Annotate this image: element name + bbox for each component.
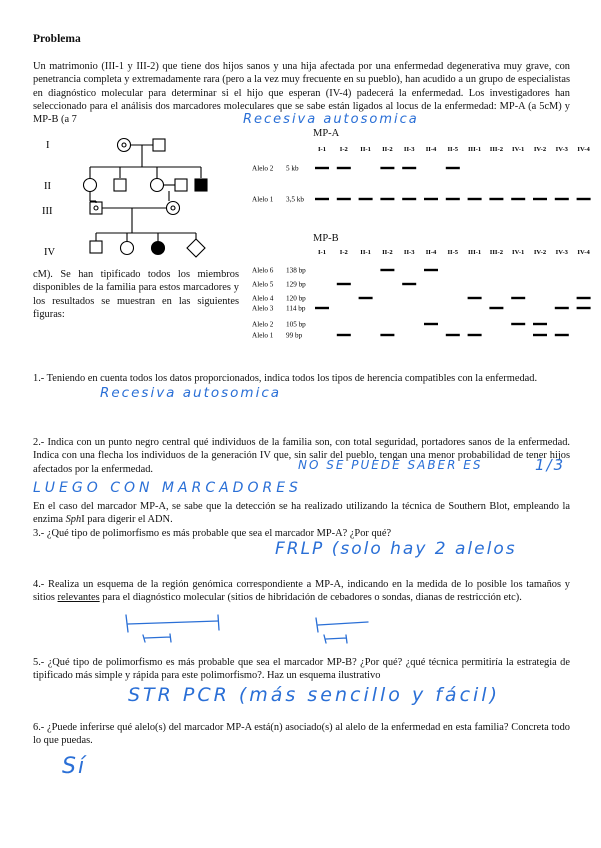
mpb-col-II-3: II-3 [403, 249, 415, 256]
mpb-col-I-2: I-2 [339, 249, 348, 256]
mpa-col-III-1: III-1 [467, 146, 482, 153]
mpa-title: MP-A [313, 128, 340, 139]
mpb-size-label: 114 bp [286, 304, 306, 313]
mpa-allele-label: Alelo 2 [252, 164, 274, 173]
intro-continuation: cM). Se han tipificado todos los miembros disponibles de la familia para estos marcadores y los resultados se muestran en las siguientes figuras: [33, 269, 239, 320]
mpa-col-IV-4: IV-4 [577, 146, 590, 153]
mpb-col-III-1: III-1 [467, 249, 482, 256]
mpb-col-II-5: II-5 [447, 249, 459, 256]
underlined-word: relevantes [57, 592, 100, 604]
mpb-size-label: 138 bp [286, 266, 306, 275]
mpa-allele-label: Alelo 1 [252, 195, 274, 204]
individual-II-2 [114, 179, 126, 191]
mpa-col-III-2: III-2 [489, 146, 504, 153]
mpb-allele-label: Alelo 2 [252, 320, 274, 329]
mpb-col-II-1: II-1 [360, 249, 371, 256]
question-4: 4.- Realiza un esquema de la región genómica correspondiente a MP-A, indicando en la medida de lo posible los tamaños y sitios relevantes para el diagnóstico molecular (sitios de hibridación de cebadores o sondas, dianas de restricción etc). [33, 579, 570, 604]
mpb-col-II-2: II-2 [382, 249, 393, 256]
handwriting-q1: Recesiva autosomica [100, 385, 282, 401]
mpb-col-I-1: I-1 [317, 249, 327, 256]
gen-label-ii: II [44, 181, 51, 192]
mpa-size-label: 5 kb [286, 164, 299, 173]
individual-II-3 [151, 179, 164, 192]
mpb-col-IV-2: IV-2 [533, 249, 547, 256]
individual-I-2 [153, 139, 165, 151]
mpa-col-I-1: I-1 [317, 146, 327, 153]
individual-II-4 [175, 179, 187, 191]
gen-label-iv: IV [44, 247, 56, 258]
mpb-col-IV-1: IV-1 [512, 249, 525, 256]
handwriting-q2-fraction: 1/3 [535, 456, 566, 474]
intro-paragraph: Un matrimonio (III-1 y III-2) que tiene dos hijos sanos y una hija afectada por una enfermedad degenerativa muy grave, con penetrancia completa y extremadamente rara (pero a la vez muy frecuente en su pueblo), han acudido a un grupo de especialistas en diagnóstico molecular para determinar si el hijo que esperan (IV-4) padecerá la enfermedad. Los investigadores han seleccionado para el análisis dos marcadores moleculares que se sabe están ligados al locus de la enfermedad: MP-A (a 5cM) y MP-B (a 7 [33, 61, 570, 126]
question-1: 1.- Teniendo en cuenta todos los datos proporcionados, indica todos los tipos de herencia compatibles con la enfermedad. [33, 373, 538, 384]
question-2: 2.- Indica con un punto negro central qué individuos de la familia son, con total seguridad, portadores sanos de la enfermedad. Indica con una flecha los individuos de la generación IV que, sin salir del pueblo, tengan una menor probabilidad de tener hijos afectados por la enfermedad. [33, 437, 570, 475]
individual-IV-3 [152, 242, 165, 255]
individual-IV-1 [90, 241, 102, 253]
handwriting-q5: STR PCR (más sencillo y fácil) [128, 684, 500, 706]
mpb-size-label: 120 bp [286, 294, 306, 303]
mpb-gel [252, 246, 601, 342]
individual-I-1 [118, 139, 131, 152]
mpa-col-IV-3: IV-3 [555, 146, 568, 153]
mpb-col-II-4: II-4 [425, 249, 437, 256]
individual-IV-2 [121, 242, 134, 255]
mpb-title: MP-B [313, 233, 339, 244]
problem-title: Problema [33, 33, 81, 45]
gen-label-iii: III [42, 206, 53, 217]
individual-IV-4 [187, 239, 205, 257]
mpa-col-II-4: II-4 [425, 146, 437, 153]
handwriting-q2-b: LUEGO CON MARCADORES [33, 480, 302, 496]
question-3: 3.- ¿Qué tipo de polimorfismo es más probable que sea el marcador MP-A? ¿Por qué? [33, 528, 392, 539]
mpb-allele-label: Alelo 1 [252, 331, 274, 340]
handwriting-top: Recesiva autosomica [243, 112, 419, 127]
gen-label-i: I [46, 140, 50, 151]
mpa-info: En el caso del marcador MP-A, se sabe que la detección se ha realizado utilizando la técnica de Southern Blot, empleando la enzima SphI para digerir el ADN. [33, 501, 570, 526]
mpa-col-IV-2: IV-2 [533, 146, 547, 153]
mpb-col-III-2: III-2 [489, 249, 504, 256]
mpa-col-II-5: II-5 [447, 146, 459, 153]
individual-III-1 [90, 202, 102, 214]
mpb-allele-label: Alelo 5 [252, 280, 274, 289]
question-5: 5.- ¿Qué tipo de polimorfismo es más probable que sea el marcador MP-B? ¿Por qué? ¿qué técnica permitiría la estrategia de tipificado más simple y rápida para este polimorfismo?. Haz un esquema ilustrativo [33, 657, 570, 682]
handwritten-scheme [118, 610, 378, 645]
mpb-size-label: 105 bp [286, 320, 306, 329]
mpb-size-label: 99 bp [286, 331, 303, 340]
handwriting-q2-a: NO SE PUEDE SABER ES [298, 458, 483, 472]
handwriting-q6: Sí [62, 754, 87, 779]
pedigree-chart [30, 130, 240, 290]
mpa-col-II-3: II-3 [403, 146, 415, 153]
mpb-allele-label: Alelo 6 [252, 266, 274, 275]
handwriting-q3: FRLP (solo hay 2 alelos [275, 539, 517, 559]
mpa-gel [252, 142, 601, 210]
individual-III-2 [167, 202, 180, 215]
individual-II-5 [195, 179, 207, 191]
mpa-col-II-2: II-2 [382, 146, 393, 153]
mpb-col-IV-4: IV-4 [577, 249, 590, 256]
question-6: 6.- ¿Puede inferirse qué alelo(s) del marcador MP-A está(n) asociado(s) al alelo de la enfermedad en esta familia? Concreta todo lo que puedas. [33, 722, 570, 747]
mpa-col-II-1: II-1 [360, 146, 371, 153]
mpb-allele-label: Alelo 3 [252, 304, 274, 313]
mpb-size-label: 129 bp [286, 280, 306, 289]
mpb-col-IV-3: IV-3 [555, 249, 568, 256]
individual-II-1 [84, 179, 97, 192]
enzyme-name: Sph [65, 514, 82, 526]
mpa-col-IV-1: IV-1 [512, 146, 525, 153]
mpb-allele-label: Alelo 4 [252, 294, 274, 303]
mpa-size-label: 3,5 kb [286, 195, 304, 204]
mpa-col-I-2: I-2 [339, 146, 348, 153]
